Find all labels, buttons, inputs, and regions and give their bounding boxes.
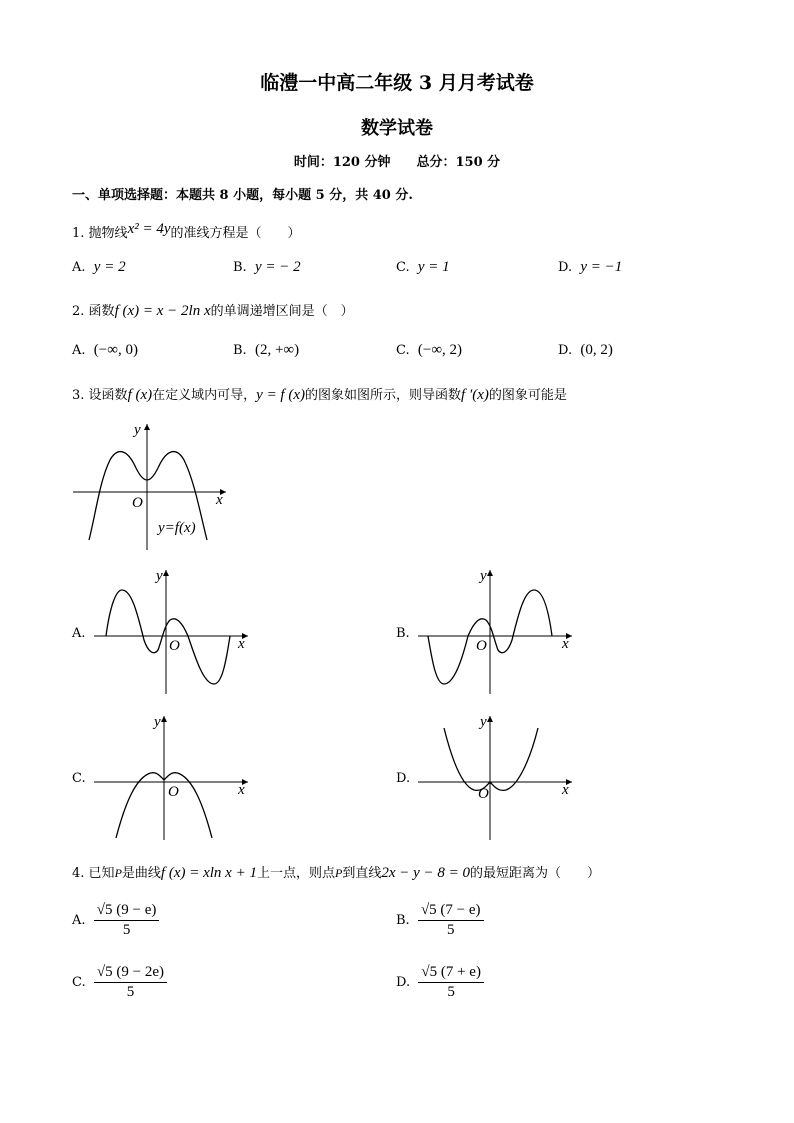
question-text: 到直线 (342, 866, 382, 881)
y-axis-label: y (154, 714, 161, 730)
q1-option-d[interactable] (558, 259, 622, 276)
fraction-denominator: 5 (122, 922, 131, 938)
fraction-denominator: 5 (447, 922, 455, 938)
q3-option-c-graph[interactable] (92, 712, 252, 842)
exam-title: 临澧一中高二年级 3 月月考试卷 (260, 72, 534, 94)
option-value: y = 1 (417, 259, 450, 275)
fraction-numerator: √5 (9 − 2e) (94, 964, 167, 983)
exam-meta: 时间：120 分钟 总分：150 分 (293, 155, 501, 170)
q3-option-a-graph[interactable] (92, 566, 252, 696)
option-label: C. (72, 975, 86, 990)
question-number: 4. (72, 866, 85, 881)
fraction-denominator: 5 (447, 984, 455, 1000)
subject-title: 数学试卷 (361, 118, 433, 139)
question-2 (72, 300, 354, 320)
question-number: 3. (72, 388, 85, 403)
q4-option-c[interactable] (72, 964, 167, 1001)
option-value: (2, +∞) (254, 342, 300, 358)
q3-option-b-label[interactable]: B. (396, 626, 410, 641)
point-p: P (334, 866, 343, 880)
q3-main-graph (70, 420, 230, 552)
option-value: y = 2 (93, 259, 126, 275)
y-axis-arrow (487, 716, 493, 722)
y-axis-arrow (487, 570, 493, 576)
fraction-denominator: 5 (126, 984, 135, 1000)
question-text: 的单调递增区间是（ ） (210, 304, 354, 319)
option-label: B. (233, 260, 247, 275)
x-axis-label: x (238, 782, 245, 798)
y-axis-arrow (163, 570, 169, 576)
option-value: (0, 2) (580, 342, 613, 358)
y-axis-label: y (156, 568, 163, 584)
q1-option-b[interactable] (233, 259, 301, 276)
question-text: 在定义域内可导， (152, 388, 257, 403)
q3-option-d-graph[interactable] (416, 712, 576, 842)
question-text: 抛物线 (88, 226, 128, 241)
option-value: (−∞, 0) (93, 342, 138, 358)
q4-option-a[interactable] (72, 902, 159, 939)
x-axis-label: x (216, 492, 223, 508)
q2-option-d[interactable] (558, 342, 613, 359)
question-number: 2. (72, 304, 85, 319)
option-label: D. (558, 260, 573, 275)
origin-label: O (169, 638, 180, 654)
q3-option-c-label[interactable]: C. (72, 771, 86, 786)
x-axis-label: x (562, 636, 569, 652)
question-3 (72, 384, 567, 404)
origin-label: O (132, 495, 143, 511)
formula: f (x) (127, 387, 153, 403)
option-label: A. (72, 913, 86, 928)
q3-option-d-label[interactable]: D. (396, 771, 411, 786)
option-label: D. (396, 975, 411, 990)
q3-option-a-label[interactable]: A. (72, 626, 86, 641)
question-text: 的图象如图所示，则导函数 (305, 388, 462, 403)
option-label: C. (396, 343, 410, 358)
fraction (418, 902, 484, 939)
option-label: A. (72, 343, 86, 358)
question-text: 是曲线 (121, 866, 161, 881)
q2-option-b[interactable] (233, 342, 299, 359)
q3-option-b-graph[interactable] (416, 566, 576, 696)
formula: f (x) = xln x + 1 (160, 865, 257, 881)
formula: f (x) = x − 2ln x (114, 303, 211, 319)
point-p: P (114, 866, 122, 880)
q4-option-b[interactable] (396, 902, 484, 939)
y-axis-label: y (480, 568, 487, 584)
q4-option-d[interactable] (396, 964, 484, 1001)
question-text: 的最短距离为（ ） (470, 866, 601, 881)
formula: y = f (x) (256, 387, 306, 403)
origin-label: O (168, 784, 179, 800)
origin-label: O (476, 638, 487, 654)
question-number: 1. (72, 226, 85, 241)
formula: f ′(x) (461, 387, 489, 403)
option-value: y = − 2 (254, 259, 301, 275)
fraction (418, 964, 484, 1001)
q2-option-c[interactable] (396, 342, 462, 359)
curve-label: y=f(x) (158, 520, 196, 536)
option-label: B. (396, 913, 410, 928)
section-heading: 一、单项选择题：本题共 8 小题，每小题 5 分，共 40 分. (72, 188, 413, 203)
y-axis-arrow (144, 424, 150, 430)
fraction-numerator: √5 (7 − e) (418, 902, 484, 921)
curve (106, 590, 230, 684)
question-text: 函数 (88, 304, 115, 319)
question-4 (72, 862, 600, 882)
option-label: B. (233, 343, 247, 358)
option-value: (−∞, 2) (417, 342, 463, 358)
q1-option-a[interactable] (72, 259, 126, 276)
question-text: 的图象可能是 (488, 388, 567, 403)
q2-option-a[interactable] (72, 342, 138, 359)
formula: 2x − y − 8 = 0 (381, 865, 471, 881)
y-axis-label: y (480, 714, 487, 730)
formula: x² = 4y (127, 221, 171, 237)
origin-label: O (478, 786, 489, 802)
q1-option-c[interactable] (396, 259, 450, 276)
option-label: D. (558, 343, 573, 358)
fraction (94, 902, 160, 939)
question-1 (72, 222, 301, 242)
question-text: 上一点，则点 (256, 866, 335, 881)
option-label: C. (396, 260, 410, 275)
x-axis-label: x (562, 782, 569, 798)
fraction-numerator: √5 (9 − e) (94, 902, 160, 921)
question-text: 已知 (88, 866, 115, 881)
y-axis-arrow (161, 716, 167, 722)
curve (444, 728, 538, 790)
fraction (94, 964, 167, 1001)
x-axis-label: x (238, 636, 245, 652)
option-label: A. (72, 260, 86, 275)
option-value: y = −1 (580, 259, 623, 275)
y-axis-label: y (134, 422, 141, 438)
question-text: 设函数 (88, 388, 128, 403)
fraction-numerator: √5 (7 + e) (418, 964, 484, 983)
question-text: 的准线方程是（ ） (170, 226, 301, 241)
